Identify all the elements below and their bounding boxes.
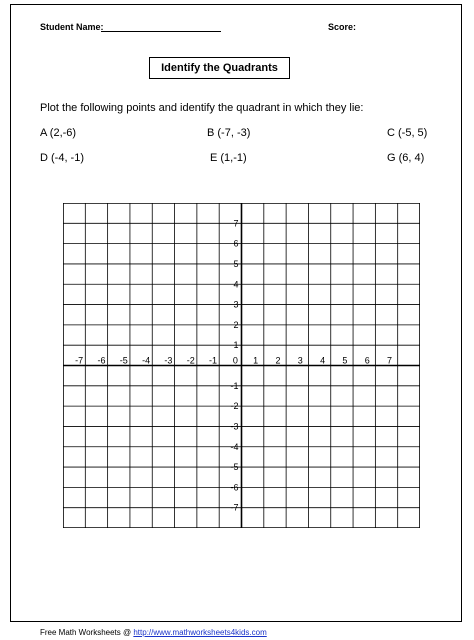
y-axis-tick-label: 7 <box>233 218 239 229</box>
x-axis-tick-label: 0 <box>232 355 238 366</box>
y-axis-tick-label: -2 <box>230 401 239 412</box>
y-axis-tick-label: 1 <box>233 340 239 351</box>
x-axis-tick-label: 4 <box>320 355 326 366</box>
y-axis-tick-label: -3 <box>230 421 239 432</box>
x-axis-tick-label: -1 <box>209 355 218 366</box>
x-axis-tick-label: -7 <box>75 355 84 366</box>
x-axis-tick-label: 5 <box>342 355 348 366</box>
y-axis-tick-label: -7 <box>230 502 239 513</box>
y-axis-tick-label: -5 <box>230 462 239 473</box>
x-axis-tick-label: 2 <box>275 355 281 366</box>
y-axis-tick-label: 6 <box>233 238 239 249</box>
coordinate-grid-svg <box>63 203 420 528</box>
worksheet-title <box>149 57 290 79</box>
footer <box>40 628 267 637</box>
y-axis-tick-label: -6 <box>230 482 239 493</box>
y-axis-tick-label: 3 <box>233 299 239 310</box>
point-b: B (-7, -3) <box>207 127 251 139</box>
y-axis-tick-label: -1 <box>230 380 239 391</box>
worksheet-title-text: Identify the Quadrants <box>161 62 278 74</box>
instructions: Plot the following points and identify the quadrant in which they lie: <box>40 102 364 114</box>
student-name-label: Student Name: <box>40 22 104 32</box>
y-axis-tick-label: 5 <box>233 258 239 269</box>
point-g: G (6, 4) <box>387 152 425 164</box>
y-axis-tick-label: 2 <box>233 319 239 330</box>
x-axis-tick-label: -2 <box>186 355 195 366</box>
coordinate-grid <box>63 203 420 533</box>
x-axis-tick-label: 3 <box>297 355 303 366</box>
x-axis-tick-label: -6 <box>97 355 106 366</box>
point-d: D (-4, -1) <box>40 152 84 164</box>
footer-text: Free Math Worksheets @ <box>40 628 134 637</box>
point-c: C (-5, 5) <box>387 127 428 139</box>
score-label: Score: <box>328 22 357 32</box>
x-axis-tick-label: -4 <box>142 355 151 366</box>
point-a: A (2,-6) <box>40 127 77 139</box>
x-axis-tick-label: -5 <box>119 355 128 366</box>
y-axis-tick-label: -4 <box>230 441 239 452</box>
student-name-line <box>101 31 221 32</box>
x-axis-tick-label: -3 <box>164 355 173 366</box>
point-e: E (1,-1) <box>210 152 247 164</box>
footer-link[interactable]: http://www.mathworksheets4kids.com <box>133 628 267 637</box>
x-axis-tick-label: 6 <box>364 355 370 366</box>
x-axis-tick-label: 7 <box>387 355 393 366</box>
y-axis-tick-label: 4 <box>233 279 239 290</box>
x-axis-tick-label: 1 <box>253 355 259 366</box>
